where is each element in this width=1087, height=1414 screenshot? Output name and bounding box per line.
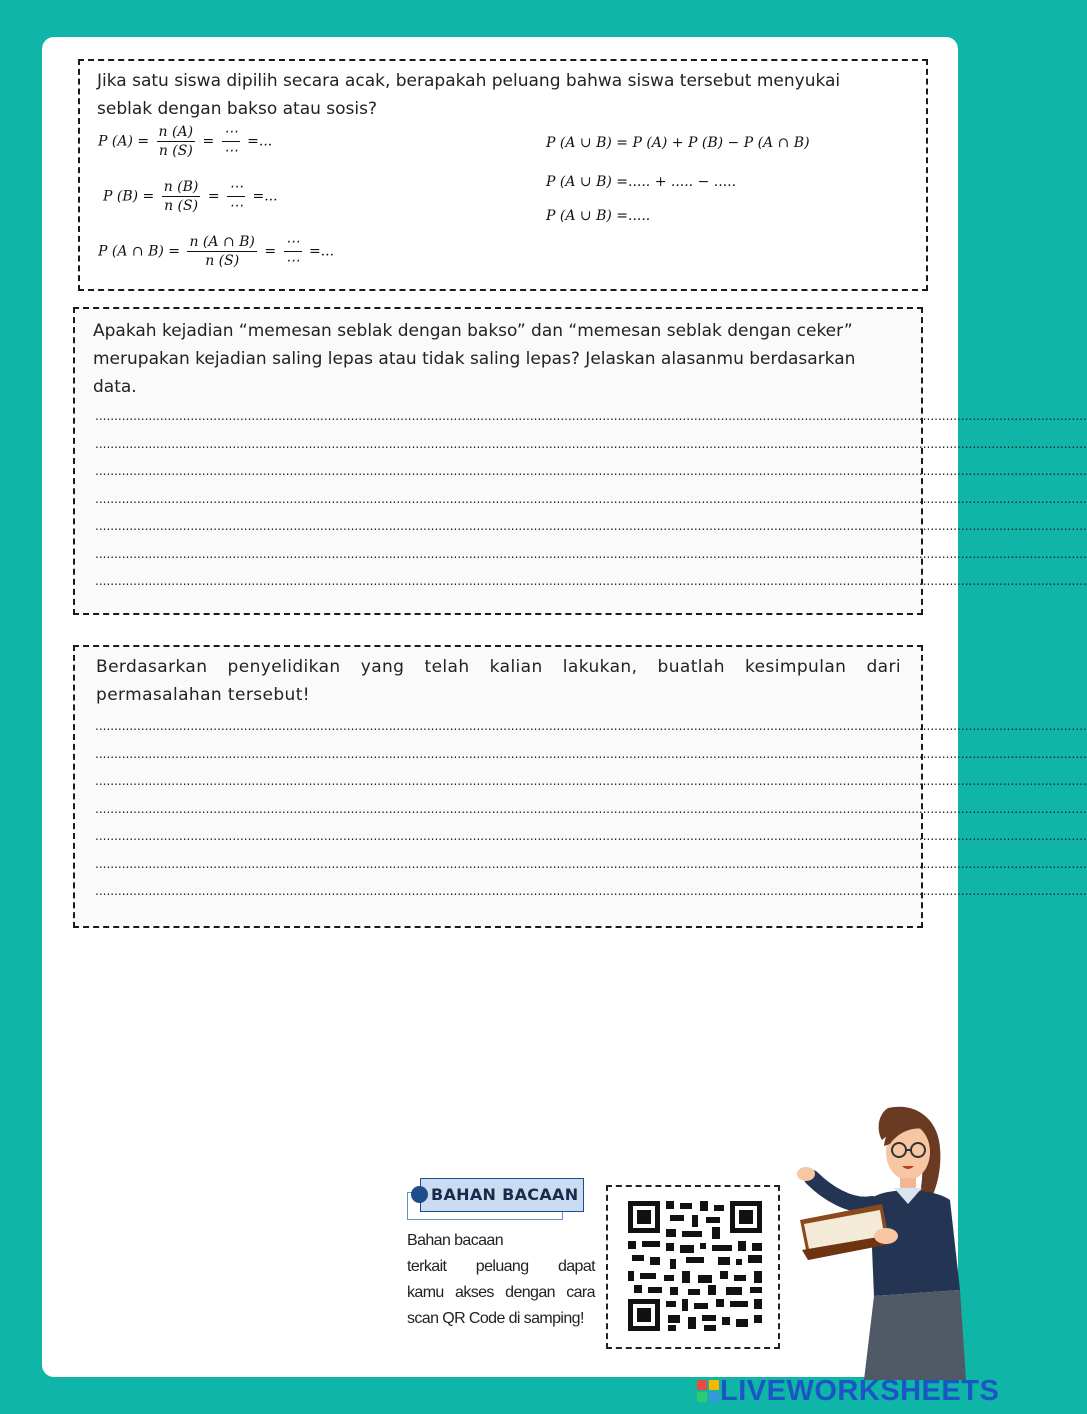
- brand-name: LIVEWORKSHEETS: [720, 1374, 1000, 1407]
- answer-line[interactable]: ....................................................................................................................................................................................................................................................................: [95, 829, 1087, 843]
- qr-code-icon: [608, 1187, 777, 1346]
- question-text: Jika satu siswa dipilih secara acak, berapakah peluang bahwa siswa tersebut menyukai seblak dengan bakso atau sosis?: [97, 71, 841, 119]
- answer-line[interactable]: ....................................................................................................................................................................................................................................................................: [95, 464, 1087, 478]
- answer-line[interactable]: ....................................................................................................................................................................................................................................................................: [95, 746, 1087, 761]
- teacher-illustration: [790, 1100, 970, 1380]
- answer-line[interactable]: ....................................................................................................................................................................................................................................................................: [95, 519, 1087, 533]
- reading-description: [407, 1228, 595, 1332]
- reading-line: kamu akses dengan cara: [407, 1284, 595, 1301]
- union-result[interactable]: P (A ∪ B) =.....: [546, 208, 651, 224]
- union-fill-in[interactable]: P (A ∪ B) =..... + ..... − .....: [546, 174, 737, 190]
- conclusion-question-box: [73, 645, 1087, 928]
- answer-line[interactable]: ....................................................................................................................................................................................................................................................................: [95, 856, 1087, 871]
- answer-line[interactable]: ....................................................................................................................................................................................................................................................................: [95, 884, 1087, 898]
- answer-line[interactable]: ....................................................................................................................................................................................................................................................................: [95, 574, 1087, 588]
- union-formula: P (A ∪ B) = P (A) + P (B) − P (A ∩ B): [546, 135, 810, 151]
- mutually-exclusive-question-box: [73, 307, 1087, 615]
- reading-badge-label: BAHAN BACAAN: [431, 1185, 579, 1204]
- formula-pb: P (B) = $\frac{n (B)}{n (S)}$ = $\frac{\cdots}{\cdots}$ =...: [103, 179, 278, 214]
- badge-dot-icon: [411, 1186, 428, 1203]
- answer-line[interactable]: ....................................................................................................................................................................................................................................................................: [95, 719, 1087, 733]
- liveworksheets-logo: [696, 1374, 999, 1408]
- reading-line: Bahan bacaan: [407, 1232, 504, 1249]
- reading-line: terkait peluang dapat: [407, 1258, 595, 1275]
- answer-line[interactable]: ....................................................................................................................................................................................................................................................................: [95, 546, 1087, 561]
- formula-pa: P (A) = $\frac{n (A)}{n (S)}$ = $\frac{\cdots}{\cdots}$ =...: [98, 124, 273, 159]
- formula-pab: P (A ∩ B) = $\frac{n (A \cap B)}{n (S)}$ = $\frac{\cdots}{\cdots}$ =...: [98, 234, 335, 269]
- answer-line[interactable]: ....................................................................................................................................................................................................................................................................: [95, 409, 1087, 423]
- answer-line[interactable]: ....................................................................................................................................................................................................................................................................: [95, 491, 1087, 506]
- probability-question-box: [78, 59, 928, 291]
- answer-line[interactable]: ....................................................................................................................................................................................................................................................................: [95, 774, 1087, 788]
- qr-code[interactable]: [606, 1185, 780, 1349]
- question-text: Berdasarkan penyelidikan yang telah kalian lakukan, buatlah kesimpulan dari permasalahan tersebut!: [96, 657, 901, 705]
- liveworksheets-icon: [696, 1379, 720, 1403]
- answer-line[interactable]: ....................................................................................................................................................................................................................................................................: [95, 436, 1087, 451]
- question-text: Apakah kejadian “memesan seblak dengan bakso” dan “memesan seblak dengan ceker” merupakan kejadian saling lepas atau tidak saling lepas? Jelaskan alasanmu berdasarkan data.: [93, 321, 856, 397]
- answer-line[interactable]: ....................................................................................................................................................................................................................................................................: [95, 801, 1087, 816]
- reading-line: scan QR Code di samping!: [407, 1310, 584, 1327]
